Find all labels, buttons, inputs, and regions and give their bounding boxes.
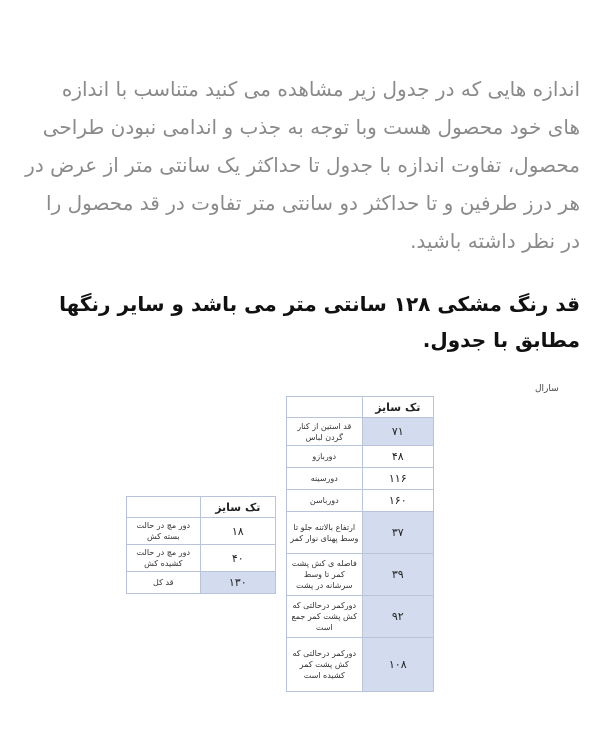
main-size-table xyxy=(286,396,434,692)
measurement-label: دوربازو xyxy=(287,446,363,468)
measurement-label: قد استین از کنار گردن لباس xyxy=(287,418,363,446)
measurement-label: دورسینه xyxy=(287,468,363,490)
table-row xyxy=(287,446,434,468)
measurement-label: دورکمر درحالتی که کش پشت کمر کشیده است xyxy=(287,638,363,692)
small-table-header: تک سایز xyxy=(200,497,275,518)
measurement-label: دور مچ در حالت کشیده کش xyxy=(127,545,201,572)
main-table-header: تک سایز xyxy=(362,397,433,418)
table-row xyxy=(287,418,434,446)
measurement-label: فاصله ی کش پشت کمر تا وسط سرشانه در پشت xyxy=(287,554,363,596)
table-row xyxy=(287,468,434,490)
measurement-label: قد کل xyxy=(127,572,201,594)
table-row xyxy=(127,518,276,545)
size-value: ۱۶۰ xyxy=(362,490,433,512)
measurement-label: دورکمر درحالتی که کش پشت کمر جمع است xyxy=(287,596,363,638)
size-value: ۹۲ xyxy=(362,596,433,638)
table-row xyxy=(287,512,434,554)
size-value: ۱۱۶ xyxy=(362,468,433,490)
size-value: ۱۸ xyxy=(200,518,275,545)
size-value: ۳۷ xyxy=(362,512,433,554)
size-value: ۱۰۸ xyxy=(362,638,433,692)
size-value: ۷۱ xyxy=(362,418,433,446)
table-row xyxy=(287,596,434,638)
table-row xyxy=(127,572,276,594)
table-row xyxy=(287,554,434,596)
size-value: ۴۸ xyxy=(362,446,433,468)
measurement-label: دورباسن xyxy=(287,490,363,512)
table-row xyxy=(287,638,434,692)
black-color-length-note: قد رنگ مشکی ۱۲۸ سانتی متر می باشد و سایر رنگها مطابق با جدول. xyxy=(59,292,580,352)
small-table-header-blank xyxy=(127,497,201,518)
measurement-label: ارتفاع بالاتنه جلو تا وسط پهنای نوار کمر xyxy=(287,512,363,554)
size-value: ۱۳۰ xyxy=(200,572,275,594)
brand-label: سارال xyxy=(535,384,559,394)
wrist-size-table xyxy=(126,496,276,594)
size-value: ۳۹ xyxy=(362,554,433,596)
size-value: ۴۰ xyxy=(200,545,275,572)
main-table-header-blank xyxy=(287,397,363,418)
measurement-label: دور مچ در حالت بسته کش xyxy=(127,518,201,545)
table-row xyxy=(127,545,276,572)
table-row xyxy=(287,490,434,512)
intro-paragraph: اندازه هایی که در جدول زیر مشاهده می کنید متناسب با اندازه های خود محصول هست وبا توجه به جذب و اندامی نبودن طراحی محصول، تفاوت اندازه با جدول تا حداکثر یک سانتی متر از عرض در هر درز طرفین و تا حداکثر دو سانتی متر تفاوت در قد محصول را در نظر داشته باشید. xyxy=(25,77,580,253)
